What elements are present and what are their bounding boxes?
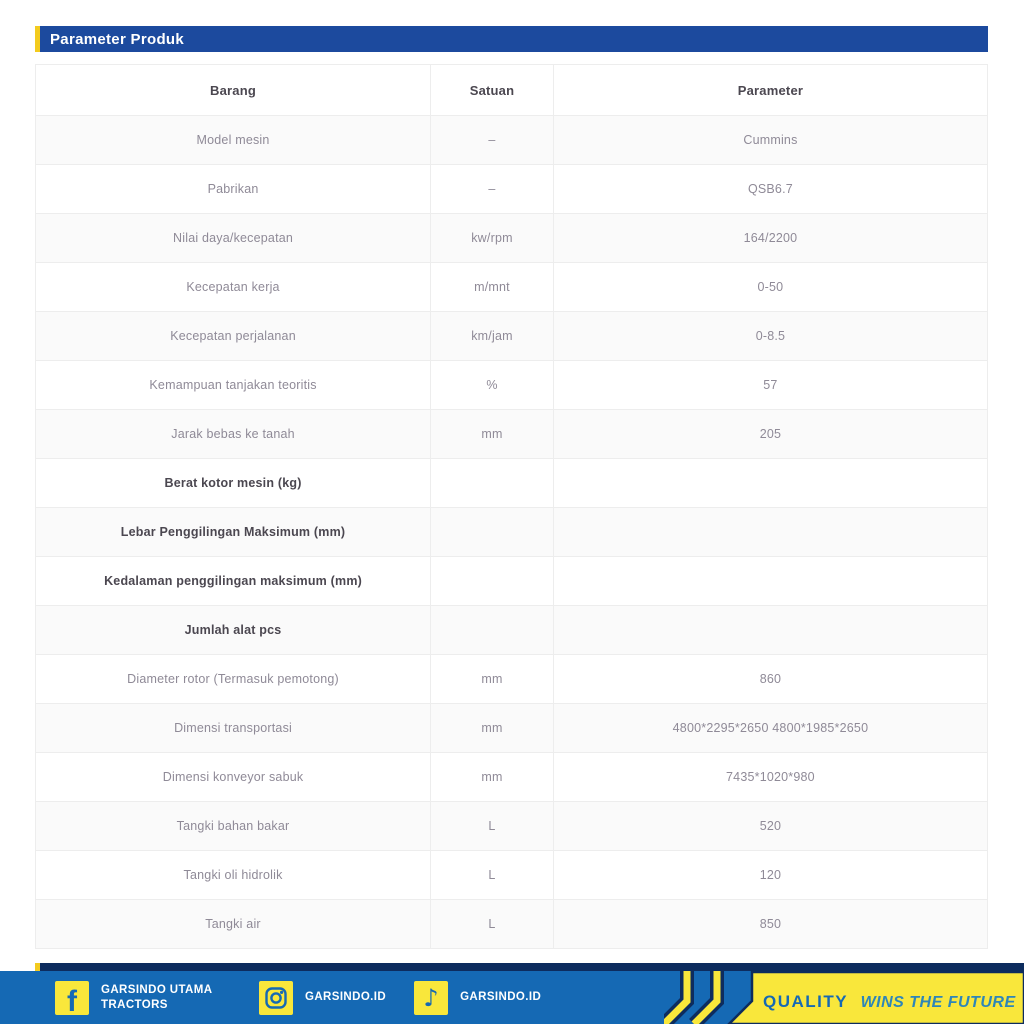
row-unit: kw/rpm <box>431 214 554 263</box>
table-row <box>36 116 988 165</box>
column-header-parameter: Parameter <box>553 65 987 116</box>
table-row <box>36 851 988 900</box>
facebook-icon: f <box>55 981 89 1015</box>
table-row <box>36 165 988 214</box>
table-row <box>36 704 988 753</box>
table-header-row <box>36 65 988 116</box>
column-header-satuan: Satuan <box>431 65 554 116</box>
row-unit: % <box>431 361 554 410</box>
instagram-label: GARSINDO.ID <box>305 991 387 1004</box>
table-row <box>36 214 988 263</box>
row-unit: mm <box>431 410 554 459</box>
row-label: Berat kotor mesin (kg) <box>36 459 431 508</box>
row-value: 57 <box>553 361 987 410</box>
instagram-icon <box>259 981 293 1015</box>
row-value: 0-50 <box>553 263 987 312</box>
row-value: 120 <box>553 851 987 900</box>
row-value: QSB6.7 <box>553 165 987 214</box>
page-title: Parameter Produk <box>50 30 185 48</box>
row-value: 205 <box>553 410 987 459</box>
row-value: Cummins <box>553 116 987 165</box>
table-row <box>36 508 988 557</box>
row-label: Tangki air <box>36 900 431 949</box>
instagram-link[interactable] <box>259 981 386 1015</box>
row-label: Tangki oli hidrolik <box>36 851 431 900</box>
table-row <box>36 753 988 802</box>
row-label: Dimensi konveyor sabuk <box>36 753 431 802</box>
row-label: Diameter rotor (Termasuk pemotong) <box>36 655 431 704</box>
row-unit: – <box>431 165 554 214</box>
row-label: Kecepatan kerja <box>36 263 431 312</box>
tiktok-icon: ♪ <box>414 981 448 1015</box>
row-unit: – <box>431 116 554 165</box>
slogan <box>763 992 1016 1012</box>
row-unit: L <box>431 851 554 900</box>
row-value <box>553 557 987 606</box>
row-unit: L <box>431 900 554 949</box>
row-value: 4800*2295*2650 4800*1985*2650 <box>553 704 987 753</box>
footer <box>0 963 1024 1024</box>
table-row <box>36 802 988 851</box>
table-row <box>36 557 988 606</box>
row-unit <box>431 459 554 508</box>
row-label: Pabrikan <box>36 165 431 214</box>
footer-top-strip-accent <box>35 963 40 971</box>
table-row <box>36 606 988 655</box>
table-row <box>36 655 988 704</box>
row-unit: km/jam <box>431 312 554 361</box>
row-value: 0-8.5 <box>553 312 987 361</box>
table-row <box>36 410 988 459</box>
row-value: 7435*1020*980 <box>553 753 987 802</box>
row-label: Nilai daya/kecepatan <box>36 214 431 263</box>
row-label: Tangki bahan bakar <box>36 802 431 851</box>
row-unit: mm <box>431 704 554 753</box>
row-value: 164/2200 <box>553 214 987 263</box>
slogan-italic: WINS THE FUTURE <box>860 994 1016 1011</box>
row-label: Model mesin <box>36 116 431 165</box>
table-row <box>36 312 988 361</box>
table-row <box>36 459 988 508</box>
row-unit <box>431 606 554 655</box>
row-unit: mm <box>431 753 554 802</box>
table-row <box>36 900 988 949</box>
row-unit <box>431 557 554 606</box>
row-value <box>553 508 987 557</box>
facebook-label: GARSINDO UTAMA TRACTORS <box>101 983 213 1011</box>
column-header-barang: Barang <box>36 65 431 116</box>
table-row <box>36 263 988 312</box>
row-value <box>553 459 987 508</box>
row-unit <box>431 508 554 557</box>
row-label: Kedalaman penggilingan maksimum (mm) <box>36 557 431 606</box>
row-value <box>553 606 987 655</box>
section-title-bar <box>35 26 988 52</box>
row-label: Lebar Penggilingan Maksimum (mm) <box>36 508 431 557</box>
row-unit: m/mnt <box>431 263 554 312</box>
row-label: Jumlah alat pcs <box>36 606 431 655</box>
row-value: 520 <box>553 802 987 851</box>
row-unit: L <box>431 802 554 851</box>
slogan-bold: QUALITY <box>763 992 849 1011</box>
facebook-link[interactable] <box>55 981 231 1018</box>
table-row <box>36 361 988 410</box>
row-label: Kecepatan perjalanan <box>36 312 431 361</box>
row-value: 860 <box>553 655 987 704</box>
row-unit: mm <box>431 655 554 704</box>
row-label: Jarak bebas ke tanah <box>36 410 431 459</box>
row-label: Dimensi transportasi <box>36 704 431 753</box>
row-value: 850 <box>553 900 987 949</box>
row-label: Kemampuan tanjakan teoritis <box>36 361 431 410</box>
tiktok-label: GARSINDO.ID <box>460 991 542 1004</box>
tiktok-link[interactable] <box>414 981 541 1015</box>
product-parameter-table <box>35 64 988 949</box>
